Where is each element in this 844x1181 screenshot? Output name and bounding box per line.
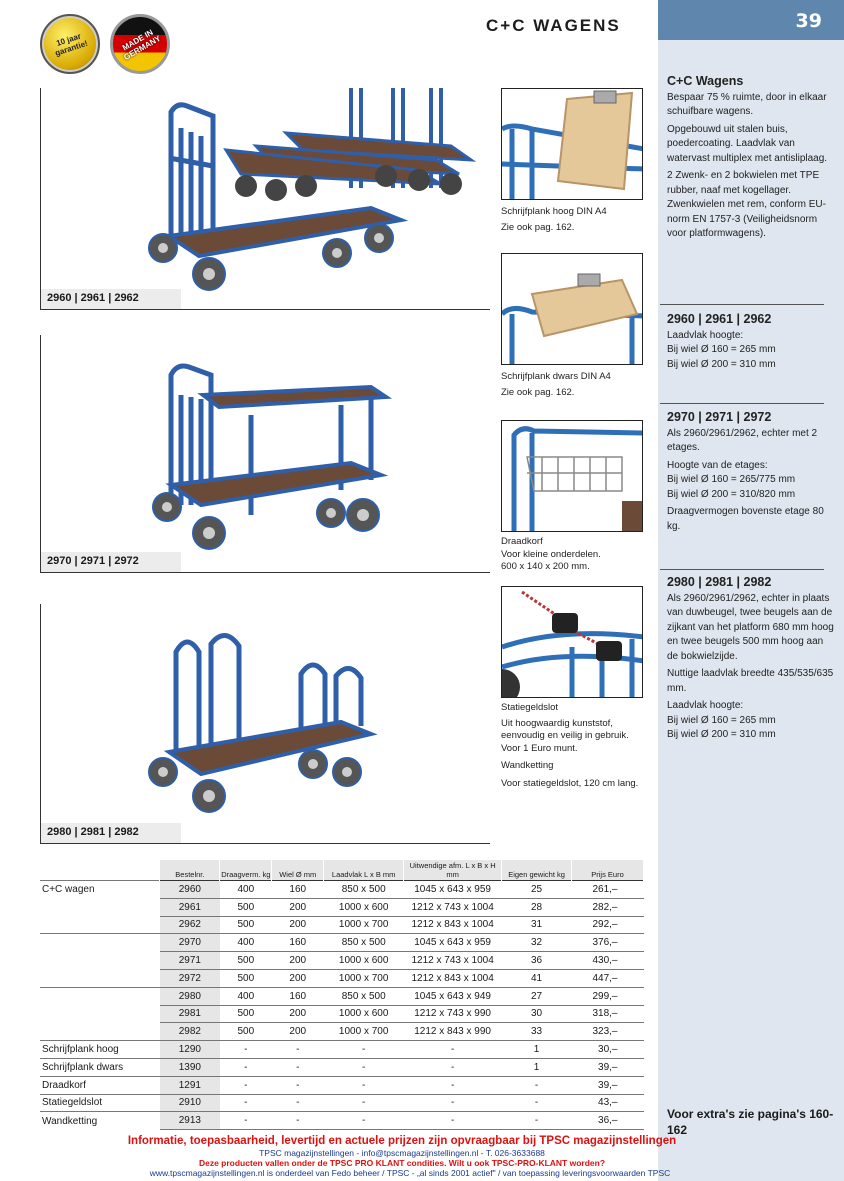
caption-line: Wandketting [501, 760, 554, 771]
sidebar-line: Bij wiel Ø 160 = 265 mm [667, 344, 776, 355]
table-cell: - [324, 1094, 404, 1112]
table-header: Uitwendige afm. L x B x H mm [404, 860, 502, 881]
table-cell: 1000 x 700 [324, 969, 404, 987]
order-number-cell: 1291 [160, 1076, 220, 1094]
order-number-cell: 1390 [160, 1058, 220, 1076]
table-cell: 1212 x 743 x 1004 [404, 952, 502, 970]
table-cell: - [404, 1041, 502, 1059]
clipboard-high-icon [502, 89, 643, 200]
accessory-caption-coin-lock [501, 702, 646, 790]
table-cell: 36 [502, 952, 572, 970]
table-cell: - [502, 1076, 572, 1094]
order-number-cell: 2910 [160, 1094, 220, 1112]
table-row [40, 1005, 644, 1023]
table-cell: 200 [272, 916, 324, 934]
warranty-badge-icon [40, 14, 100, 74]
table-header: Bestelnr. [160, 860, 220, 881]
extras-note: Voor extra's zie pagina's 160-162 [667, 1107, 834, 1137]
table-cell: 1000 x 600 [324, 898, 404, 916]
table-header: Laadvlak L x B mm [324, 860, 404, 881]
two-level-cart-illustration [41, 335, 491, 573]
table-cell: 25 [502, 881, 572, 899]
table-cell: 28 [502, 898, 572, 916]
table-cell: 1000 x 600 [324, 952, 404, 970]
table-cell: 30 [502, 1005, 572, 1023]
table-cell: 31 [502, 916, 572, 934]
row-name-cell [40, 934, 160, 952]
sidebar-paragraph: 2 Zwenk- en 2 bokwielen met TPE rubber, naaf met kogellager. Zwenkwielen met rem, conform EU-norm EN 1757-3 (Veiligheidsnorm voor platformwagens). [667, 170, 826, 239]
table-cell: 200 [272, 1005, 324, 1023]
table-cell: 1212 x 743 x 1004 [404, 898, 502, 916]
table-row [40, 1076, 644, 1094]
row-name-cell [40, 1005, 160, 1023]
table-cell: - [272, 1058, 324, 1076]
footer-pro-klant: Deze producten vallen onder de TPSC PRO KLANT condities. Wilt u ook TPSC-PRO-KLANT worden? [198, 1158, 606, 1168]
sidebar-paragraph: Opgebouwd uit stalen buis, poedercoating. Laadvlak van watervast multiplex met antisliplaag. [667, 123, 828, 164]
sidebar-intro [667, 74, 837, 245]
table-cell: 32 [502, 934, 572, 952]
row-name-cell: Wandketting [40, 1112, 160, 1130]
spec-table [40, 860, 644, 1130]
image-label: 2980 | 2981 | 2982 [41, 823, 181, 843]
price-cell: 292,– [572, 916, 644, 934]
table-cell: - [404, 1112, 502, 1130]
sidebar-block-title: 2980 | 2981 | 2982 [667, 575, 772, 589]
sidebar-block-title: 2970 | 2971 | 2972 [667, 410, 772, 424]
sidebar-line: Bij wiel Ø 160 = 265/775 mm [667, 474, 796, 485]
table-cell: 500 [220, 1023, 272, 1041]
price-cell: 30,– [572, 1041, 644, 1059]
table-cell: 200 [272, 1023, 324, 1041]
price-cell: 261,– [572, 881, 644, 899]
table-cell: - [272, 1094, 324, 1112]
table-cell: 200 [272, 898, 324, 916]
table-header-blank [40, 860, 160, 881]
table-header: Eigen gewicht kg [502, 860, 572, 881]
table-header-row [40, 860, 644, 881]
table-cell: 200 [272, 969, 324, 987]
row-name-cell [40, 916, 160, 934]
price-cell: 39,– [572, 1076, 644, 1094]
table-row [40, 881, 644, 899]
coin-lock-image [501, 586, 643, 698]
accessory-caption-wire-basket [501, 536, 646, 574]
wire-basket-icon [502, 421, 643, 532]
table-cell: - [404, 1058, 502, 1076]
table-cell: 1 [502, 1058, 572, 1076]
table-cell: 1000 x 700 [324, 916, 404, 934]
table-cell: 500 [220, 952, 272, 970]
caption-line: Schrijfplank dwars DIN A4 [501, 371, 611, 382]
page-number: 39 [795, 10, 822, 32]
order-number-cell: 2960 [160, 881, 220, 899]
table-cell: 500 [220, 916, 272, 934]
accessory-caption-clipboard-high [501, 206, 646, 234]
row-name-cell: C+C wagen [40, 881, 160, 899]
page-number-box [658, 0, 844, 40]
sidebar-line: Bij wiel Ø 200 = 310 mm [667, 358, 776, 370]
table-row [40, 1112, 644, 1130]
coin-lock-icon [502, 587, 643, 698]
caption-line: Uit hoogwaardig kunststof, eenvoudig en veilig in gebruik. Voor 1 Euro munt. [501, 717, 629, 754]
table-row [40, 1094, 644, 1112]
table-cell: - [220, 1094, 272, 1112]
caption-line: Zie ook pag. 162. [501, 221, 575, 233]
made-in-germany-badge-icon [110, 14, 170, 74]
row-name-cell [40, 987, 160, 1005]
table-row [40, 898, 644, 916]
table-cell: - [324, 1058, 404, 1076]
table-cell: - [220, 1041, 272, 1059]
table-cell: 160 [272, 934, 324, 952]
footer-legal: www.tpscmagazijnstellingen.nl is onderdeel van Fedo beheer / TPSC - „al sinds 2001 actief" / van toepassing leveringsvoorwaarden TPSC [149, 1168, 671, 1178]
table-cell: 500 [220, 898, 272, 916]
table-row [40, 952, 644, 970]
table-cell: 1212 x 743 x 990 [404, 1005, 502, 1023]
row-name-cell: Draadkorf [40, 1076, 160, 1094]
table-cell: 160 [272, 987, 324, 1005]
order-number-cell: 2971 [160, 952, 220, 970]
table-cell: - [324, 1112, 404, 1130]
table-cell: - [220, 1058, 272, 1076]
caption-line: Zie ook pag. 162. [501, 386, 575, 398]
sidebar-paragraph: Draagvermogen bovenste etage 80 kg. [667, 506, 824, 532]
table-cell: 41 [502, 969, 572, 987]
table-cell: 500 [220, 1005, 272, 1023]
table-cell: 850 x 500 [324, 987, 404, 1005]
image-label: 2960 | 2961 | 2962 [41, 289, 181, 309]
sidebar-divider [660, 403, 824, 404]
table-cell: 1212 x 843 x 1004 [404, 969, 502, 987]
sidebar-line: Laadvlak hoogte: [667, 329, 744, 341]
table-cell: 200 [272, 952, 324, 970]
sidebar-paragraph: Nuttige laadvlak breedte 435/535/635 mm. [667, 668, 834, 694]
table-cell: - [272, 1041, 324, 1059]
table-header: Wiel Ø mm [272, 860, 324, 881]
sidebar-intro-title: C+C Wagens [667, 74, 744, 88]
price-cell: 299,– [572, 987, 644, 1005]
table-cell: - [272, 1112, 324, 1130]
caption-line: Voor kleine onderdelen. [501, 548, 601, 560]
table-cell: - [272, 1076, 324, 1094]
table-cell: 400 [220, 934, 272, 952]
order-number-cell: 2972 [160, 969, 220, 987]
sidebar-line: Bij wiel Ø 200 = 310/820 mm [667, 488, 796, 500]
caption-line: Schrijfplank hoog DIN A4 [501, 206, 607, 217]
accessory-caption-clipboard-cross [501, 371, 646, 399]
table-cell: 1212 x 843 x 990 [404, 1023, 502, 1041]
caption-line: 600 x 140 x 200 mm. [501, 561, 590, 572]
sidebar-paragraph: Als 2960/2961/2962, echter in plaats van duwbeugel, twee beugels aan de zijkant van het platform 680 mm hoog en twee beugels 500 mm hoog aan de bokwielzijde. [667, 592, 834, 662]
table-cell: 850 x 500 [324, 934, 404, 952]
bow-cart-illustration [41, 604, 491, 844]
row-name-cell: Schrijfplank dwars [40, 1058, 160, 1076]
table-row [40, 1023, 644, 1041]
price-cell: 39,– [572, 1058, 644, 1076]
product-image-2970 [40, 335, 490, 573]
table-row [40, 987, 644, 1005]
page-title: C+C WAGENS [486, 16, 621, 35]
order-number-cell: 2913 [160, 1112, 220, 1130]
row-name-cell [40, 969, 160, 987]
table-cell: 400 [220, 987, 272, 1005]
sidebar-line: Hoogte van de etages: [667, 459, 768, 471]
table-cell: - [220, 1112, 272, 1130]
table-cell: 160 [272, 881, 324, 899]
row-name-cell [40, 952, 160, 970]
table-cell: 1045 x 643 x 949 [404, 987, 502, 1005]
product-image-2960 [40, 88, 490, 310]
order-number-cell: 2982 [160, 1023, 220, 1041]
order-number-cell: 1290 [160, 1041, 220, 1059]
sidebar-divider [660, 304, 824, 305]
sidebar-block-2970 [667, 410, 837, 537]
product-image-2980 [40, 604, 490, 844]
table-cell: 27 [502, 987, 572, 1005]
table-cell: - [324, 1041, 404, 1059]
table-row [40, 1058, 644, 1076]
sidebar-paragraph: Bespaar 75 % ruimte, door in elkaar schuifbare wagens. [667, 91, 827, 117]
table-cell: 1045 x 643 x 959 [404, 934, 502, 952]
clipboard-cross-icon [502, 254, 643, 365]
clipboard-high-image [501, 88, 643, 200]
table-cell: 33 [502, 1023, 572, 1041]
sidebar-block-2980 [667, 575, 837, 743]
table-cell: 1000 x 700 [324, 1023, 404, 1041]
row-name-cell: Schrijfplank hoog [40, 1041, 160, 1059]
image-label: 2970 | 2971 | 2972 [41, 552, 181, 572]
order-number-cell: 2970 [160, 934, 220, 952]
wire-basket-image [501, 420, 643, 532]
caption-line: Draadkorf [501, 536, 543, 547]
table-row [40, 1041, 644, 1059]
price-cell: 323,– [572, 1023, 644, 1041]
sidebar-paragraph: Als 2960/2961/2962, echter met 2 etages. [667, 427, 818, 453]
sidebar-block-2960 [667, 312, 837, 372]
nested-carts-illustration [41, 88, 491, 310]
row-name-cell [40, 1023, 160, 1041]
caption-line: Voor statiegeldslot, 120 cm lang. [501, 777, 639, 789]
sidebar-block-title: 2960 | 2961 | 2962 [667, 312, 772, 326]
table-cell: 500 [220, 969, 272, 987]
order-number-cell: 2980 [160, 987, 220, 1005]
table-header: Prijs Euro [572, 860, 644, 881]
price-cell: 447,– [572, 969, 644, 987]
price-cell: 376,– [572, 934, 644, 952]
table-cell: - [502, 1094, 572, 1112]
table-cell: - [220, 1076, 272, 1094]
table-cell: 400 [220, 881, 272, 899]
footer-contact: TPSC magazijnstellingen - info@tpscmagazijnstellingen.nl - T. 026-3633688 [259, 1148, 545, 1158]
sidebar-line: Bij wiel Ø 160 = 265 mm [667, 714, 776, 726]
price-cell: 36,– [572, 1112, 644, 1130]
row-name-cell [40, 898, 160, 916]
made-in-germany-text: MADE IN GERMANY [120, 27, 163, 63]
row-name-cell: Statiegeldslot [40, 1094, 160, 1112]
price-cell: 282,– [572, 898, 644, 916]
table-row [40, 969, 644, 987]
table-cell: - [502, 1112, 572, 1130]
table-cell: - [324, 1076, 404, 1094]
table-cell: 1 [502, 1041, 572, 1059]
price-cell: 430,– [572, 952, 644, 970]
order-number-cell: 2962 [160, 916, 220, 934]
sidebar-divider [660, 569, 824, 570]
order-number-cell: 2981 [160, 1005, 220, 1023]
table-cell: - [404, 1094, 502, 1112]
table-header: Draagverm. kg [220, 860, 272, 881]
price-cell: 43,– [572, 1094, 644, 1112]
table-row [40, 934, 644, 952]
clipboard-cross-image [501, 253, 643, 365]
table-cell: 1212 x 843 x 1004 [404, 916, 502, 934]
sidebar-line: Bij wiel Ø 200 = 310 mm [667, 729, 776, 740]
warranty-badge-text: 10 jaar garantie! [53, 31, 89, 58]
footer-info: Informatie, toepasbaarheid, levertijd en actuele prijzen zijn opvraagbaar bij TPSC magazijnstellingen [127, 1135, 677, 1147]
order-number-cell: 2961 [160, 898, 220, 916]
table-cell: - [404, 1076, 502, 1094]
table-cell: 1045 x 643 x 959 [404, 881, 502, 899]
price-cell: 318,– [572, 1005, 644, 1023]
table-cell: 1000 x 600 [324, 1005, 404, 1023]
caption-line: Statiegeldslot [501, 702, 559, 713]
sidebar-line: Laadvlak hoogte: [667, 700, 744, 711]
table-cell: 850 x 500 [324, 881, 404, 899]
table-row [40, 916, 644, 934]
